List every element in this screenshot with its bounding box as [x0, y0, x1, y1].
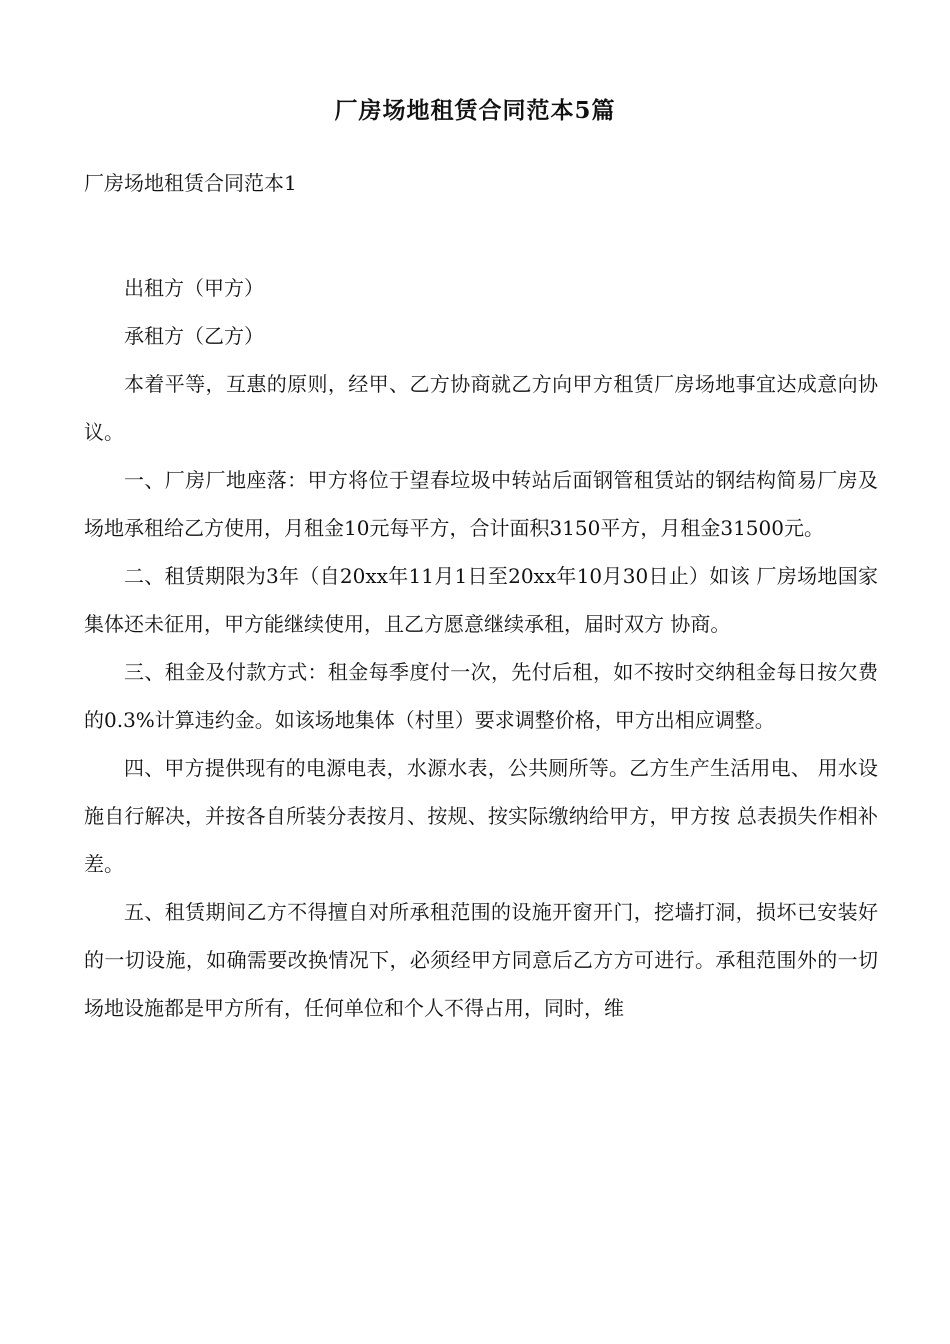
paragraph-clause-3: 三、租金及付款方式：租金每季度付一次，先付后租，如不按时交纳租金每日按欠费的0.3%计算违约金。如该场地集体（村里）要求调整价格，甲方出相应调整。: [84, 660, 878, 732]
paragraph-preamble: 本着平等，互惠的原则，经甲、乙方协商就乙方向甲方租赁厂房场地事宜达成意向协议。: [84, 372, 878, 444]
paragraph-clause-1: 一、厂房厂地座落：甲方将位于望春垃圾中转站后面钢管租赁站的钢结构简易厂房及场地承租给乙方使用，月租金10元每平方，合计面积3150平方，月租金31500元。: [84, 468, 878, 540]
paragraph-lessor: 出租方（甲方）: [124, 276, 264, 300]
document-body: [84, 264, 878, 1032]
section-subtitle: 厂房场地租赁合同范本1: [84, 171, 297, 195]
document-title: 厂房场地租赁合同范本5篇: [334, 97, 616, 124]
paragraph-clause-5: 五、租赁期间乙方不得擅自对所承租范围的设施开窗开门，挖墙打洞，损坏已安装好的一切设施，如确需要改换情况下，必须经甲方同意后乙方方可进行。承租范围外的一切场地设施都是甲方所有，任何单位和个人不得占用，同时，维: [84, 900, 878, 1020]
paragraph-lessee: 承租方（乙方）: [124, 324, 264, 348]
paragraph-clause-4: 四、甲方提供现有的电源电表，水源水表，公共厕所等。乙方生产生活用电、 用水设施自行解决，并按各自所装分表按月、按规、按实际缴纳给甲方，甲方按 总表损失作相补差。: [84, 756, 878, 876]
paragraph-clause-2: 二、租赁期限为3年（自20xx年11月1日至20xx年10月30日止）如该 厂房场地国家集体还未征用，甲方能继续使用，且乙方愿意继续承租，届时双方 协商。: [84, 564, 878, 636]
